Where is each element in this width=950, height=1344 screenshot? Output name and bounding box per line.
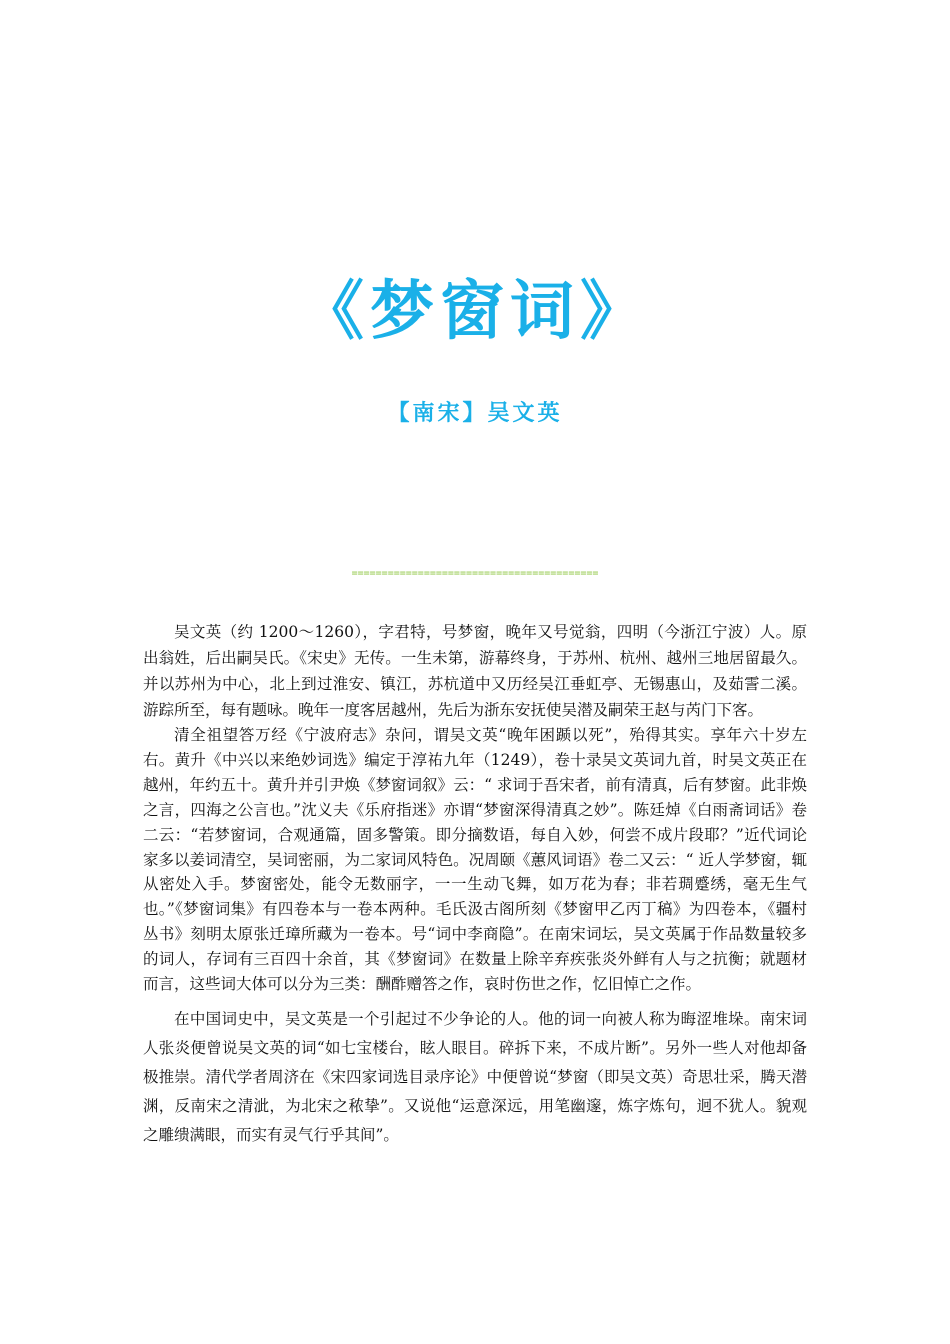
paragraph-3: 在中国词史中，吴文英是一个引起过不少争论的人。他的词一向被人称为晦涩堆垛。南宋词人张炎便曾说吴文英的词“如七宝楼台，眩人眼目。碎拆下来，不成片断”。另外一些人对他却备极推崇。清代学者周济在《宋四家词选目录序论》中便曾说“梦窗（即吴文英）奇思壮采，腾天潜渊，反南宋之清泚，为北宋之秾挚”。又说他“运意深远，用笔幽邃，炼字炼句，迥不犹人。貌观之雕缋满眼，而实有灵气行乎其间”。 (143, 1009, 807, 1144)
section-divider: ========================================= (351, 568, 599, 579)
paragraph-1: 吴文英（约 1200～1260），字君特，号梦窗，晚年又号觉翁，四明（今浙江宁波）人。原出翁姓，后出嗣吴氏。《宋史》无传。一生未第，游幕终身，于苏州、杭州、越州三地居留最久。并以苏州为中心，北上到过淮安、镇江，苏杭道中又历经吴江垂虹亭、无锡惠山，及茹霅二溪。游踪所至，每有题咏。晚年一度客居越州，先后为浙东安抚使吴潜及嗣荣王赵与芮门下客。 (143, 623, 807, 719)
document-title: 《梦窗词》 (300, 274, 650, 349)
document-body (143, 619, 807, 1150)
paragraph-2: 清全祖望答万经《宁波府志》杂问，谓吴文英“晚年困踬以死”，殆得其实。享年六十岁左右。黄升《中兴以来绝妙词选》编定于淳祐九年（1249），卷十录吴文英词九首，时吴文英正在越州，年约五十。黄升并引尹焕《梦窗词叙》云：“ 求词于吾宋者，前有清真，后有梦窗。此非焕之言，四海之公言也。”沈义夫《乐府指迷》亦谓“梦窗深得清真之妙”。陈廷焯《白雨斋词话》卷二云：“若梦窗词，合观通篇，固多警策。即分摘数语，每自入妙，何尝不成片段耶？”近代词论家多以姜词清空，吴词密丽，为二家词风特色。况周颐《蕙风词语》卷二又云：“ 近人学梦窗，辄从密处入手。梦窗密处，能令无数丽字，一一生动飞舞，如万花为春；非若琱蹙绣，毫无生气也。”《梦窗词集》有四卷本与一卷本两种。毛氏汲古阁所刻《梦窗甲乙丙丁稿》为四卷本，《疆村丛书》刻明太原张迁璋所藏为一卷本。号“词中李商隐”。在南宋词坛，吴文英属于作品数量较多的词人，存词有三百四十余首，其《梦窗词》在数量上除辛弃疾张炎外鲜有人与之抗衡；就题材而言，这些词大体可以分为三类：酬酢赠答之作，哀时伤世之作，忆旧悼亡之作。 (143, 726, 807, 994)
document-author: 【南宋】吴文英 (387, 400, 563, 426)
